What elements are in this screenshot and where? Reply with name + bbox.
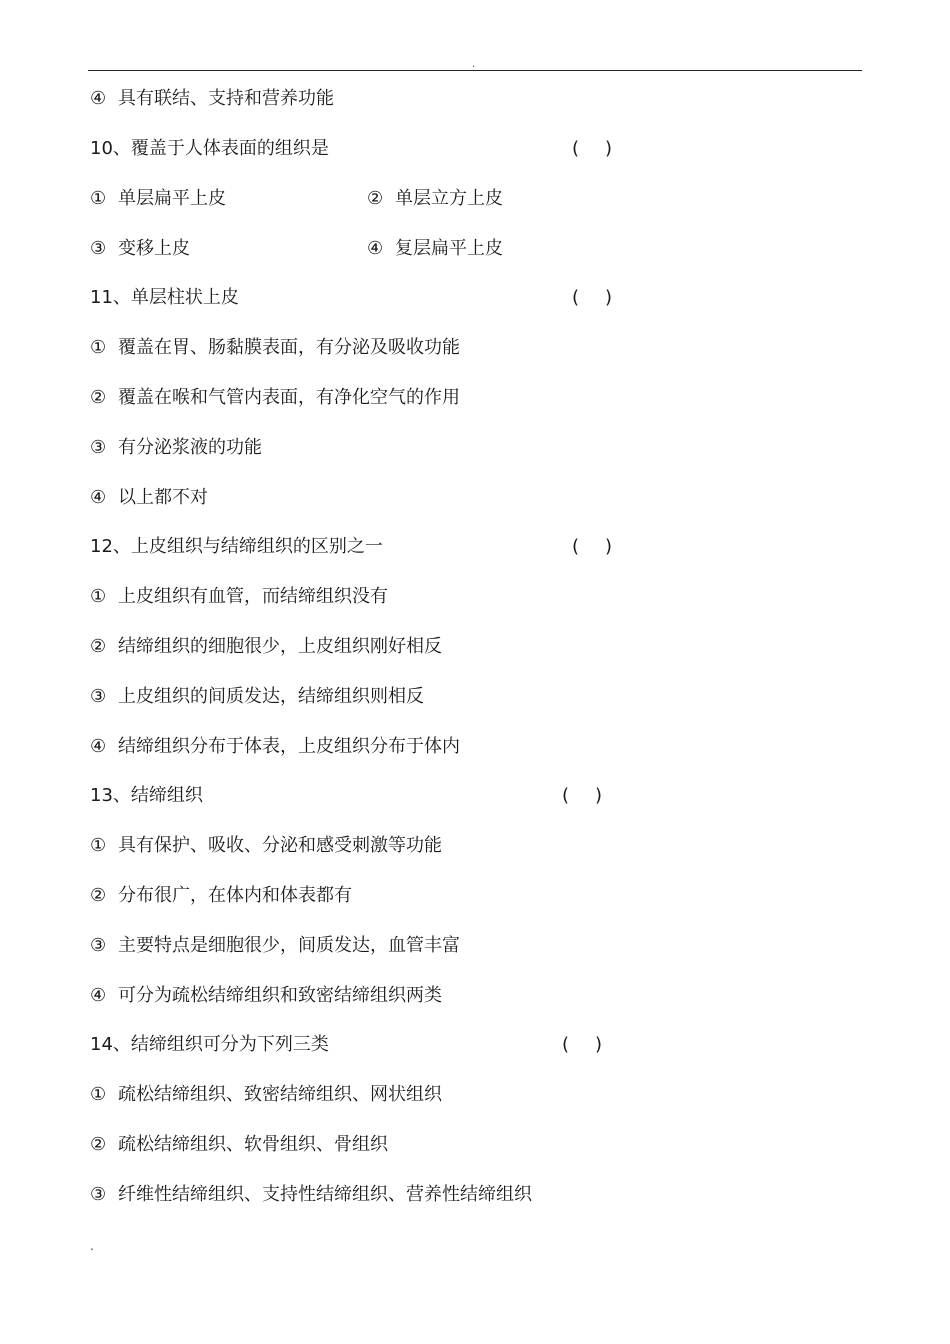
header-dot: . [472, 59, 476, 70]
option-text: 分布很广，在体内和体表都有 [118, 885, 352, 906]
option-line [90, 186, 226, 212]
option-line [90, 1082, 442, 1108]
option-text: 单层扁平上皮 [118, 188, 226, 209]
option-marker: ② [90, 636, 107, 657]
option-text: 变移上皮 [118, 238, 190, 259]
option-line [90, 684, 424, 710]
option-line [90, 883, 352, 909]
option-line [90, 435, 262, 461]
option-marker: ② [90, 387, 107, 408]
option-text: 具有联结、支持和营养功能 [118, 88, 334, 109]
option-text: 结缔组织的细胞很少，上皮组织刚好相反 [118, 636, 442, 657]
option-line [90, 833, 442, 859]
option-line [90, 734, 460, 760]
option-line [90, 236, 190, 262]
option-text: 覆盖在喉和气管内表面，有净化空气的作用 [118, 387, 460, 408]
option-marker: ③ [90, 437, 107, 458]
option-marker: ① [90, 188, 107, 209]
option-marker: ① [90, 337, 107, 358]
option-line-col2 [367, 236, 503, 262]
option-line [90, 983, 442, 1009]
answer-blank [562, 783, 602, 809]
option-marker: ④ [367, 238, 384, 259]
option-marker: ③ [90, 686, 107, 707]
option-marker: ④ [90, 487, 107, 508]
answer-blank [572, 285, 612, 311]
option-text: 上皮组织有血管，而结缔组织没有 [118, 586, 388, 607]
option-line [90, 933, 460, 959]
option-text: 以上都不对 [118, 487, 208, 508]
option-line [90, 584, 388, 610]
option-marker: ④ [90, 736, 107, 757]
question-text: 12、上皮组织与结缔组织的区别之一 [90, 536, 383, 557]
option-line [90, 1132, 388, 1158]
option-marker: ② [367, 188, 384, 209]
answer-paren-close: ) [595, 1034, 603, 1055]
option-marker: ② [90, 885, 107, 906]
answer-paren-close: ) [595, 785, 603, 806]
option-text: 复层扁平上皮 [395, 238, 503, 259]
option-text: 结缔组织分布于体表，上皮组织分布于体内 [118, 736, 460, 757]
option-text: 疏松结缔组织、软骨组织、骨组织 [118, 1134, 388, 1155]
option-line [90, 385, 460, 411]
question-text: 14、结缔组织可分为下列三类 [90, 1034, 329, 1055]
question-line [90, 136, 329, 162]
option-marker: ① [90, 586, 107, 607]
option-line-col2 [367, 186, 503, 212]
question-text: 13、结缔组织 [90, 785, 203, 806]
header-rule [88, 70, 862, 71]
option-marker: ③ [90, 1184, 107, 1205]
question-line [90, 783, 203, 809]
footer-dot: . [90, 1239, 94, 1253]
answer-paren-open: ( [572, 536, 580, 557]
option-marker: ④ [90, 985, 107, 1006]
option-text: 纤维性结缔组织、支持性结缔组织、营养性结缔组织 [118, 1184, 532, 1205]
question-line [90, 1032, 329, 1058]
question-line [90, 534, 383, 560]
option-marker: ③ [90, 935, 107, 956]
answer-paren-close: ) [605, 138, 613, 159]
question-text: 11、单层柱状上皮 [90, 287, 239, 308]
option-line [90, 634, 442, 660]
option-text: 可分为疏松结缔组织和致密结缔组织两类 [118, 985, 442, 1006]
answer-paren-open: ( [562, 1034, 570, 1055]
answer-paren-open: ( [572, 138, 580, 159]
option-text: 具有保护、吸收、分泌和感受刺激等功能 [118, 835, 442, 856]
answer-paren-close: ) [605, 536, 613, 557]
option-marker: ③ [90, 238, 107, 259]
option-text: 覆盖在胃、肠黏膜表面，有分泌及吸收功能 [118, 337, 460, 358]
option-line [90, 335, 460, 361]
option-line [90, 86, 334, 112]
answer-blank [572, 136, 612, 162]
option-marker: ② [90, 1134, 107, 1155]
option-text: 主要特点是细胞很少，间质发达，血管丰富 [118, 935, 460, 956]
answer-paren-close: ) [605, 287, 613, 308]
option-text: 单层立方上皮 [395, 188, 503, 209]
option-marker: ① [90, 1084, 107, 1105]
question-text: 10、覆盖于人体表面的组织是 [90, 138, 329, 159]
option-marker: ① [90, 835, 107, 856]
answer-blank [572, 534, 612, 560]
answer-paren-open: ( [562, 785, 570, 806]
option-text: 疏松结缔组织、致密结缔组织、网状组织 [118, 1084, 442, 1105]
answer-blank [562, 1032, 602, 1058]
answer-paren-open: ( [572, 287, 580, 308]
option-line [90, 1182, 532, 1208]
option-marker: ④ [90, 88, 107, 109]
question-line [90, 285, 239, 311]
option-line [90, 485, 208, 511]
option-text: 上皮组织的间质发达，结缔组织则相反 [118, 686, 424, 707]
option-text: 有分泌浆液的功能 [118, 437, 262, 458]
